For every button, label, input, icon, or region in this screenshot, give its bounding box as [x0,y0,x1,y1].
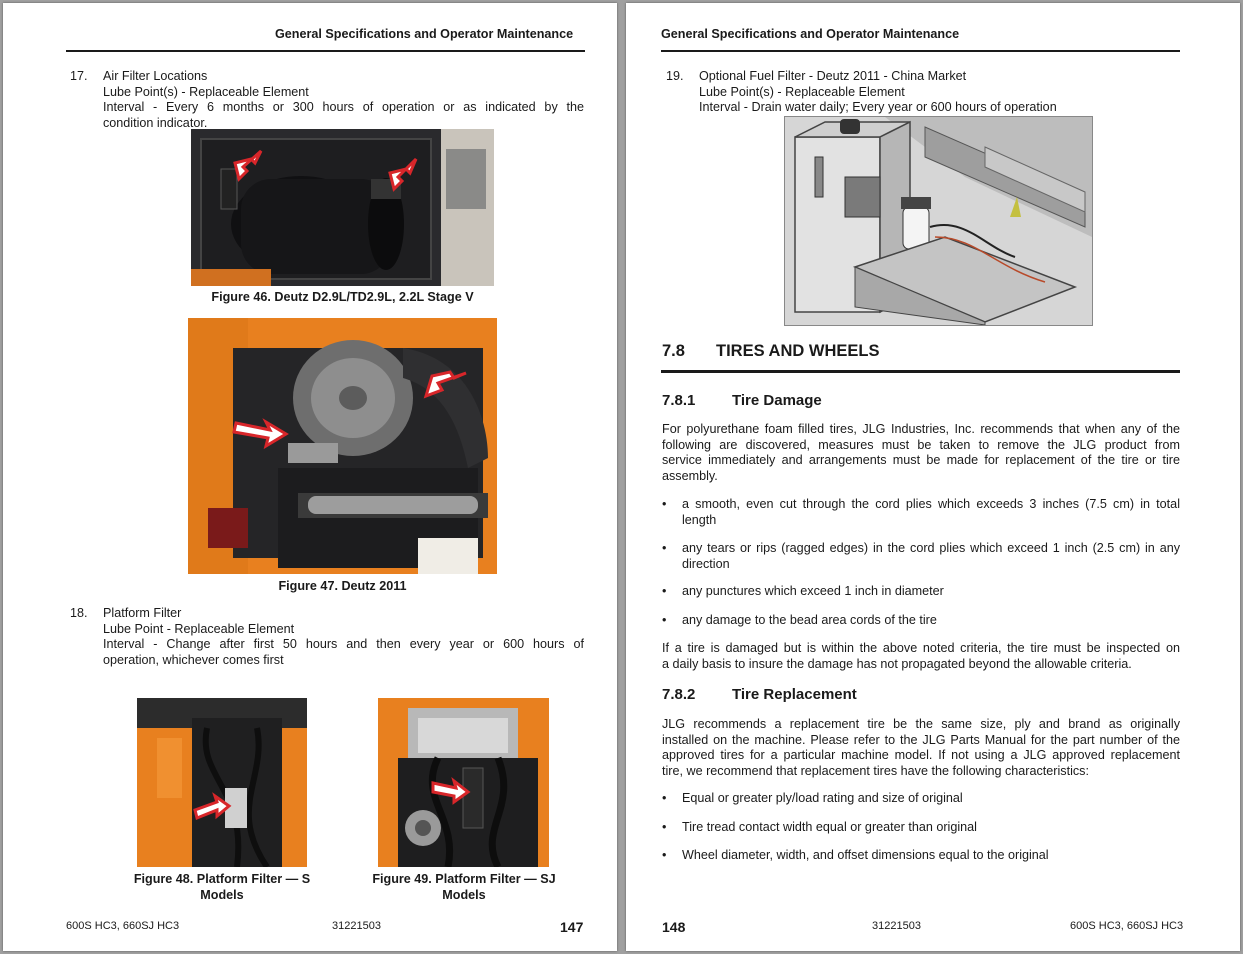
header-rule [661,50,1180,52]
item-number: 19. [666,69,684,83]
footer-models: 600S HC3, 660SJ HC3 [1070,920,1184,932]
item-lube: Lube Point - Replaceable Element [103,621,295,636]
item-title: Platform Filter [103,606,182,620]
item-19 [666,69,1180,117]
page-147 [3,3,617,951]
item-interval-cont: condition indicator. [103,115,208,130]
item-interval: Interval - Drain water daily; Every year or 600 hours of operation [699,100,1057,114]
bullet-dot: • [662,848,667,862]
tire-inspection-paragraph [662,641,1180,672]
bullet-item [662,791,1180,807]
page-148 [626,3,1240,951]
bullet-text: any damage to the bead area cords of the tire [682,613,937,627]
figure-46-caption: Figure 46. Deutz D2.9L/TD2.9L, 2.2L Stage V [211,290,474,304]
figure-49-photo [378,698,549,867]
section-number: 7.8 [662,342,685,360]
item-interval: Interval - Every 6 months or 300 hours of operation or as indicated by the [103,100,584,114]
item-title: Air Filter Locations [103,69,208,83]
para-line: installed on the machine. Please refer to the JLG Parts Manual for the part number of the [662,732,1180,747]
bullet-text: Equal or greater ply/load rating and size of original [682,791,963,805]
bullet-text: Tire tread contact width equal or greater than original [682,820,977,834]
bullet-text-cont: direction [682,556,730,571]
item-17 [70,69,584,133]
tire-replacement-paragraph [662,717,1180,779]
item-interval-cont: operation, whichever comes first [103,652,284,667]
footer-doc-number: 31221503 [872,920,921,932]
bullet-item [662,820,1180,836]
figure-47-photo [188,318,497,574]
bullet-text-cont: length [682,512,717,527]
bullet-item [662,541,1180,573]
bullet-item [662,848,1180,864]
bullet-item [662,584,1180,600]
para-line: approved tires for a particular machine model. If not using a JLG approved replacement [662,748,1180,762]
figure-46-photo [191,129,494,286]
para-line: service immediately and arrangements must be made for replacement of the tire or tire [662,453,1180,467]
bullet-text: any tears or rips (ragged edges) in the cord plies which exceed 1 inch (2.5 cm) in any [682,541,1180,555]
header-rule [66,50,585,52]
bullet-dot: • [662,584,667,598]
tire-damage-paragraph [662,422,1180,484]
figure-48-photo [137,698,307,867]
figure-47-caption: Figure 47. Deutz 2011 [278,579,407,593]
subsection-title: Tire Damage [732,392,822,409]
item-title: Optional Fuel Filter - Deutz 2011 - China Market [699,69,967,83]
figure-49-caption-line1: Figure 49. Platform Filter — SJ [372,872,556,886]
running-header: General Specifications and Operator Maintenance [275,27,574,41]
footer-models: 600S HC3, 660SJ HC3 [66,920,180,932]
bullet-text: Wheel diameter, width, and offset dimensions equal to the original [682,848,1049,862]
para-line: assembly. [662,468,718,483]
para-line: tire, we recommend that replacement tires have the following characteristics: [662,763,1089,778]
figure-48-caption [123,872,321,903]
bullet-item [662,497,1180,529]
figure-48-caption-line2: Models [200,887,244,902]
item-number: 18. [70,606,88,620]
para-line: following are discovered, measures must be taken to remove the JLG product from [662,437,1180,452]
item-lube: Lube Point(s) - Replaceable Element [103,84,309,99]
bullet-dot: • [662,820,667,834]
figure-48-caption-line1: Figure 48. Platform Filter — S [133,872,311,886]
bullet-dot: • [662,791,667,805]
item-lube: Lube Point(s) - Replaceable Element [699,84,905,99]
figure-49-caption [361,872,567,903]
para-line: JLG recommends a replacement tire be the same size, ply and brand as originally [662,717,1180,731]
item-interval: Interval - Change after first 50 hours and then every year or 600 hours of [103,637,584,651]
footer-doc-number: 31221503 [332,920,381,932]
bullet-text: any punctures which exceed 1 inch in diameter [682,584,944,598]
item-number: 17. [70,69,88,83]
para-line: For polyurethane foam filled tires, JLG Industries, Inc. recommends that when any of the [662,422,1180,436]
bullet-dot: • [662,541,667,555]
page-number: 147 [560,919,584,935]
page-number: 148 [662,919,686,935]
bullet-dot: • [662,497,667,511]
fuel-filter-illustration [784,116,1093,326]
section-title: TIRES AND WHEELS [716,342,880,360]
running-header: General Specifications and Operator Maintenance [661,27,960,41]
subsection-number: 7.8.1 [662,392,696,409]
subsection-number: 7.8.2 [662,686,696,703]
bullet-dot: • [662,613,667,627]
figure-49-caption-line2: Models [442,887,486,902]
subsection-title: Tire Replacement [732,686,857,703]
para-line: a daily basis to insure the damage has not propagated beyond the allowable criteria. [662,656,1132,671]
para-line: If a tire is damaged but is within the above noted criteria, the tire must be inspected on [662,641,1180,655]
bullet-item [662,613,1180,629]
section-rule [661,370,1180,373]
item-18 [70,606,584,670]
bullet-text: a smooth, even cut through the cord plies which exceeds 3 inches (7.5 cm) in total [682,497,1180,511]
